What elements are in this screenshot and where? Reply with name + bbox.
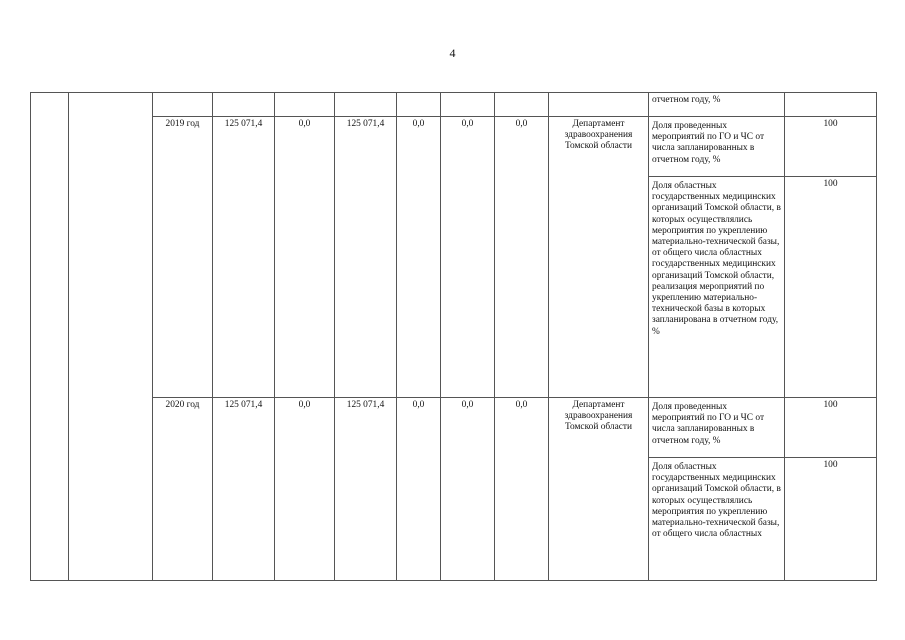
cell-empty: [213, 93, 275, 117]
table-row: [31, 93, 877, 117]
cell-empty: [275, 93, 335, 117]
federal-cell: 0,0: [275, 398, 335, 581]
value-cell: 100: [785, 177, 877, 398]
table-row: [31, 398, 877, 458]
regional-cell: 125 071,4: [335, 398, 397, 581]
indicator-cell: Доля проведенных мероприятий по ГО и ЧС от числа запланированных в отчетном году, %: [649, 398, 785, 458]
program-table: [30, 92, 877, 581]
regional-cell: 125 071,4: [335, 117, 397, 398]
year-cell: 2019 год: [153, 117, 213, 398]
indicator-cell: отчетном году, %: [649, 93, 785, 117]
local-cell: 0,0: [397, 398, 441, 581]
other-cell: 0,0: [495, 398, 549, 581]
tfoms-cell: 0,0: [441, 398, 495, 581]
total-cell: 125 071,4: [213, 117, 275, 398]
cell-empty: [441, 93, 495, 117]
cell-empty: [153, 93, 213, 117]
page-number: 4: [449, 46, 456, 60]
value-cell: 100: [785, 458, 877, 581]
cell-number: [31, 93, 69, 581]
year-cell: 2020 год: [153, 398, 213, 581]
indicator-cell: Доля проведенных мероприятий по ГО и ЧС от числа запланированных в отчетном году, %: [649, 117, 785, 177]
tfoms-cell: 0,0: [441, 117, 495, 398]
cell-empty: [495, 93, 549, 117]
value-cell: 100: [785, 117, 877, 177]
department-cell: Департамент здравоохранения Томской области: [549, 117, 649, 398]
value-cell: [785, 93, 877, 117]
cell-empty: [549, 93, 649, 117]
federal-cell: 0,0: [275, 117, 335, 398]
other-cell: 0,0: [495, 117, 549, 398]
table-row: [31, 117, 877, 177]
cell-name: [69, 93, 153, 581]
value-cell: 100: [785, 398, 877, 458]
cell-empty: [335, 93, 397, 117]
department-cell: Департамент здравоохранения Томской области: [549, 398, 649, 581]
cell-empty: [397, 93, 441, 117]
total-cell: 125 071,4: [213, 398, 275, 581]
local-cell: 0,0: [397, 117, 441, 398]
indicator-cell: Доля областных государственных медицинских организаций Томской области, в которых осуществлялись мероприятия по укреплению материально-технической базы, от общего числа областных: [649, 458, 785, 581]
indicator-cell: Доля областных государственных медицинских организаций Томской области, в которых осуществлялись мероприятия по укреплению материально-технической базы, от общего числа областных государственных медицинских организаций Томской области, реализация мероприятий по укреплению материально-технической базы в которых запланирована в отчетном году, %: [649, 177, 785, 398]
